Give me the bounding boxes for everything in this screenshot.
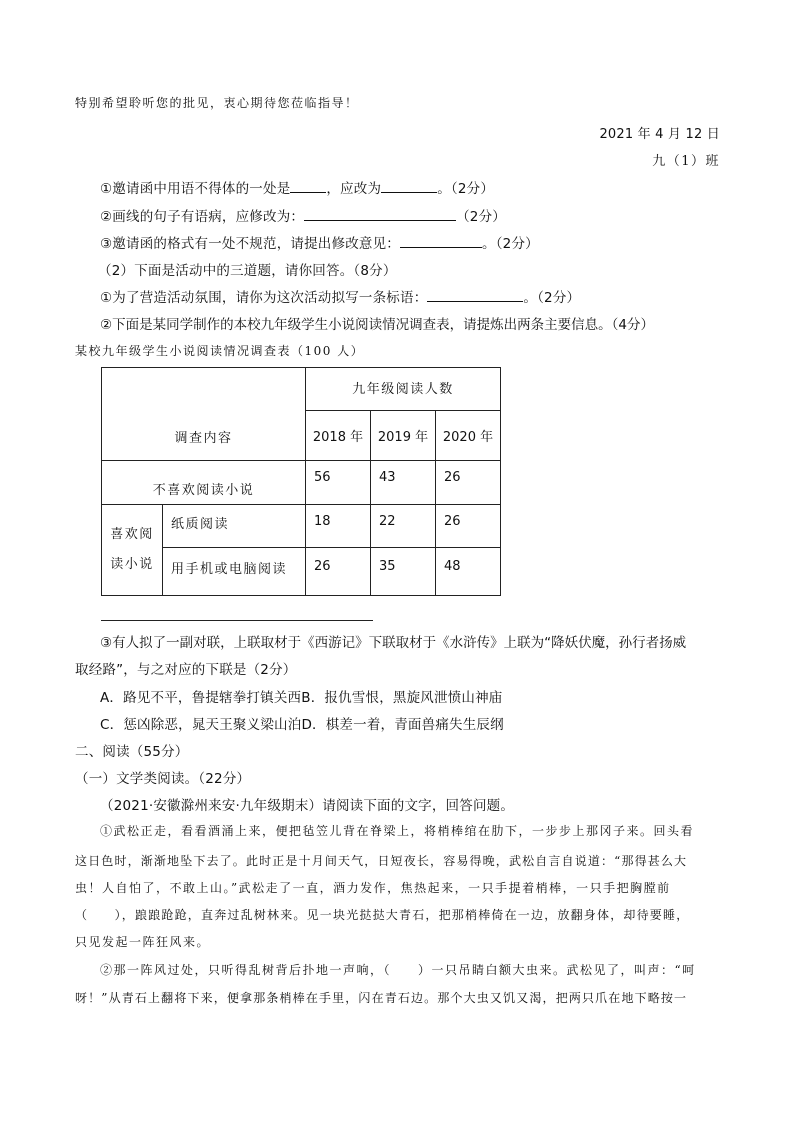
question-1 <box>100 177 494 197</box>
option-a[interactable]: A．路见不平，鲁提辖拳打镇关西 <box>100 690 302 706</box>
question-2 <box>100 205 506 225</box>
year-header: 2019 年 <box>371 411 436 461</box>
group-header: 九年级阅读人数 <box>306 368 501 411</box>
table-cell: 35 <box>371 548 436 596</box>
passage-source: （2021·安徽滁州来安·九年级期末）请阅读下面的文字，回答问题。 <box>100 798 515 814</box>
letter-signer: 九（1）班 <box>652 154 720 169</box>
survey-question: ②下面是某同学制作的本校九年级学生小说阅读情况调查表，请提炼出两条主要信息。（4分） <box>100 317 654 333</box>
row-label-digital: 用手机或电脑阅读 <box>163 548 306 596</box>
table-cell: 26 <box>306 548 371 596</box>
passage-line: ①武松正走，看看酒涌上来，便把毡笠儿背在脊梁上，将梢棒绾在肋下，一步步上那冈子来。回头看 <box>100 824 695 838</box>
option-b[interactable]: B．报仇雪恨，黑旋风泄愤山神庙 <box>301 690 503 706</box>
passage-line: ②那一阵风过处，只听得乱树背后扑地一声响，（ ）一只吊睛白额大虫来。武松见了，叫声：“呵 <box>100 963 696 977</box>
letter-date: 2021 年 4 月 12 日 <box>599 127 720 142</box>
table-row <box>102 505 501 548</box>
content-header: 调查内容 <box>102 368 306 461</box>
table-cell: 22 <box>371 505 436 548</box>
couplet-options-row-2 <box>100 713 504 733</box>
answer-line[interactable] <box>101 620 373 621</box>
question-2-score: （2分） <box>456 209 506 225</box>
table-cell: 26 <box>436 461 501 505</box>
answer-blank[interactable] <box>381 180 437 193</box>
section-2-title: 二、阅读（55分） <box>75 744 189 760</box>
answer-blank[interactable] <box>290 180 326 193</box>
question-3-score: 。（2分） <box>482 236 539 252</box>
question-1-text: ①邀请函中用语不得体的一处是 <box>100 181 291 197</box>
table-caption: 某校九年级学生小说阅读情况调查表（100 人） <box>75 344 365 358</box>
row-label-paper: 纸质阅读 <box>163 505 306 548</box>
table-cell: 26 <box>436 505 501 548</box>
letter-closing: 特别希望聆听您的批见，衷心期待您莅临指导！ <box>75 96 359 110</box>
survey-table <box>101 367 501 596</box>
table-cell: 18 <box>306 505 371 548</box>
couplet-question-line-2: 取经路”，与之对应的下联是（2分） <box>75 662 297 678</box>
question-3 <box>100 232 539 252</box>
table-cell: 48 <box>436 548 501 596</box>
answer-blank[interactable] <box>304 208 456 221</box>
question-3-text: ③邀请函的格式有一处不规范，请提出修改意见： <box>100 236 401 252</box>
table-cell: 43 <box>371 461 436 505</box>
slogan-question-score: 。（2分） <box>523 290 581 306</box>
answer-blank[interactable] <box>427 289 523 302</box>
question-2-text: ②画线的句子有语病，应修改为： <box>100 209 305 225</box>
passage-line: 虫！人自怕了，不敢上山。”武松走了一直，酒力发作，焦热起来，一只手提着梢棒，一只手把胸膛前 <box>75 881 671 895</box>
answer-blank[interactable] <box>400 235 482 248</box>
couplet-question-line-1: ③有人拟了一副对联，上联取材于《西游记》下联取材于《水浒传》上联为“降妖伏魔，孙行者扬威 <box>100 635 687 651</box>
couplet-options-row-1 <box>100 686 503 706</box>
passage-line: （ ），踉踉跄跄，直奔过乱树林来。见一块光挞挞大青石，把那梢棒倚在一边，放翻身体，却待要睡， <box>75 908 690 922</box>
like-group-label <box>102 505 163 596</box>
option-d[interactable]: D．棋差一着，青面兽痛失生辰纲 <box>301 717 504 733</box>
passage-line: 只见发起一阵狂风来。 <box>75 935 211 949</box>
passage-line: 这日色时，渐渐地坠下去了。此时正是十月间天气，日短夜长，容易得晚，武松自言自说道：“那得甚么大 <box>75 854 688 868</box>
table-cell: 56 <box>306 461 371 505</box>
year-header: 2020 年 <box>436 411 501 461</box>
question-1-mid: ，应改为 <box>326 181 382 197</box>
option-c[interactable]: C．惩凶除恶，晁天王聚义梁山泊 <box>100 717 302 733</box>
row-label-dislike: 不喜欢阅读小说 <box>102 461 306 505</box>
slogan-question <box>100 286 580 306</box>
slogan-question-text: ①为了营造活动氛围，请你为这次活动拟写一条标语： <box>100 290 428 306</box>
part-2-heading: （2）下面是活动中的三道题，请你回答。（8分） <box>98 263 397 279</box>
year-header: 2018 年 <box>306 411 371 461</box>
like-group-line-1: 喜欢阅 <box>110 527 154 542</box>
question-1-score: 。（2分） <box>437 181 495 197</box>
like-group-line-2: 读小说 <box>110 557 154 572</box>
section-2-subtitle: （一）文学类阅读。（22分） <box>75 771 251 787</box>
table-row <box>102 461 501 505</box>
passage-line: 呀！”从青石上翻将下来，便拿那条梢棒在手里，闪在青石边。那个大虫又饥又渴，把两只爪在地下略按一 <box>75 991 688 1005</box>
